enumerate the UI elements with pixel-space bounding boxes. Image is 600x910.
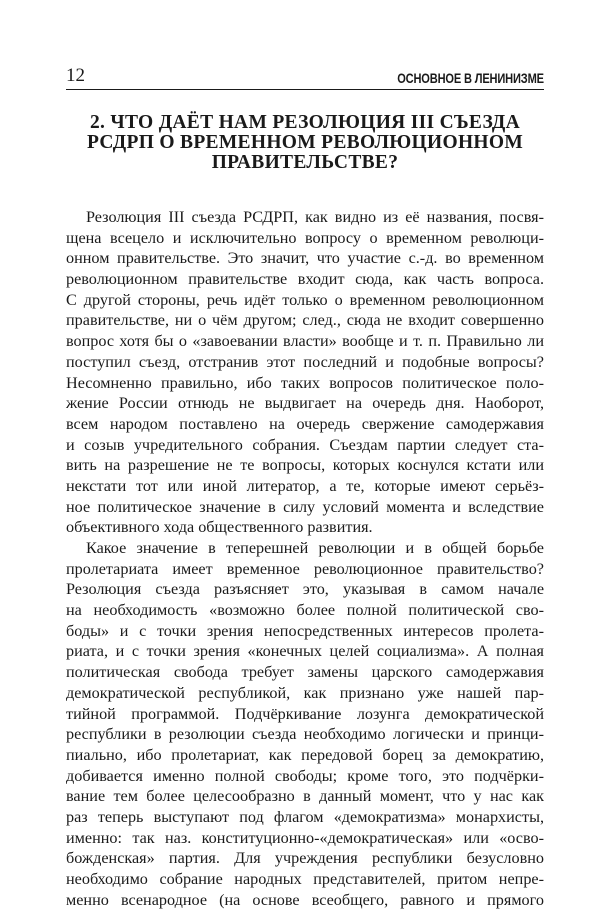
chapter-heading-line: 2. ЧТО ДАЁТ НАМ РЕЗОЛЮЦИЯ III СЪЕЗДА: [90, 112, 520, 133]
chapter-heading: [66, 113, 544, 173]
text-line: республики в резолюции съезда необходимо логически и принци-: [66, 725, 544, 744]
text-line: вопрос хотя бы о «завоевании власти» вообще и т. п. Правильно ли: [66, 332, 544, 351]
body-text: [66, 207, 544, 910]
text-line: некстати тот или иной литератор, а те, которые имеют серьёз-: [66, 476, 544, 495]
text-line: Несомненно правильно, ибо таких вопросов политическое поло-: [66, 373, 544, 392]
text-line: щена всецело и исключительно вопросу о временном революци-: [66, 228, 544, 247]
text-line: Резолюция III съезда РСДРП, как видно из её названия, посвя-: [86, 208, 544, 226]
page-number: 12: [66, 65, 85, 86]
text-line: вание тем более целесообразно в данный момент, что у нас как: [66, 787, 544, 806]
text-line: правительстве, ни о чём другом; след., сюда не входит совершенно: [66, 311, 544, 330]
text-line: всем народом поставлено на очередь свержение самодержавия: [66, 414, 544, 433]
text-line: Какое значение в теперешней революции и в общей борьбе: [86, 539, 544, 557]
text-line: на необходимость «возможно более полной политической сво-: [66, 601, 544, 620]
text-line: вить на разрешение не те вопросы, которых коснулся кстати или: [66, 456, 544, 475]
text-line: риата, и с точки зрения «конечных целей социализма». А полная: [66, 642, 544, 661]
book-page: [66, 62, 544, 910]
text-line: Резолюция съезда разъясняет это, указывая в самом начале: [66, 580, 544, 599]
text-line: добивается именно полной свободы; кроме того, это подчёрки-: [66, 766, 544, 785]
text-line: пролетариата имеет временное революционное правительство?: [66, 559, 544, 578]
chapter-heading-line: РСДРП О ВРЕМЕННОМ РЕВОЛЮЦИОННОМ: [86, 132, 524, 153]
paragraph: [66, 207, 544, 538]
text-line: пиально, ибо пролетариат, как передовой борец за демократию,: [66, 745, 544, 764]
text-line: С другой стороны, речь идёт только о временном революционном: [66, 290, 544, 309]
text-line: боды» и с точки зрения непосредственных интересов пролета-: [66, 621, 544, 640]
chapter-heading-line: ПРАВИТЕЛЬСТВЕ?: [211, 152, 399, 173]
text-line: именно: так наз. конституционно-«демократическая» или «осво-: [66, 828, 544, 847]
text-line: жение России отнюдь не выдвигает на очередь дня. Наоборот,: [66, 394, 544, 413]
running-title: ОСНОВНОЕ В ЛЕНИНИЗМЕ: [397, 71, 544, 86]
text-line: ное политическое значение в силу условий момента и вследствие: [66, 497, 544, 516]
paragraph: [66, 538, 544, 910]
text-line: поступил съезд, отстранив этот последний и подобные вопросы?: [66, 352, 544, 371]
text-line: тийной программой. Подчёркивание лозунга демократической: [66, 704, 544, 723]
text-line: политическая свобода требует замены царского самодержавия: [66, 663, 544, 682]
text-line: менно всенародное (на основе всеобщего, равного и прямого: [66, 890, 544, 909]
text-line: демократической республикой, как признано уже нашей пар-: [66, 683, 544, 702]
text-line: онном правительстве. Это значит, что участие с.-д. во временном: [66, 249, 544, 268]
text-line: божденская» партия. Для учреждения республики безусловно: [66, 849, 544, 868]
text-line: и созыв учредительного собрания. Съездам партии следует ста-: [66, 435, 544, 454]
text-line: раз теперь выступают под флагом «демократизма» монархисты,: [66, 807, 544, 826]
text-line: объективного хода общественного развития.: [66, 518, 373, 537]
text-line: революционном правительстве входит сюда, как часть вопроса.: [66, 270, 544, 289]
text-line: необходимо собрание народных представителей, притом непре-: [66, 870, 544, 888]
running-head: [66, 62, 544, 90]
